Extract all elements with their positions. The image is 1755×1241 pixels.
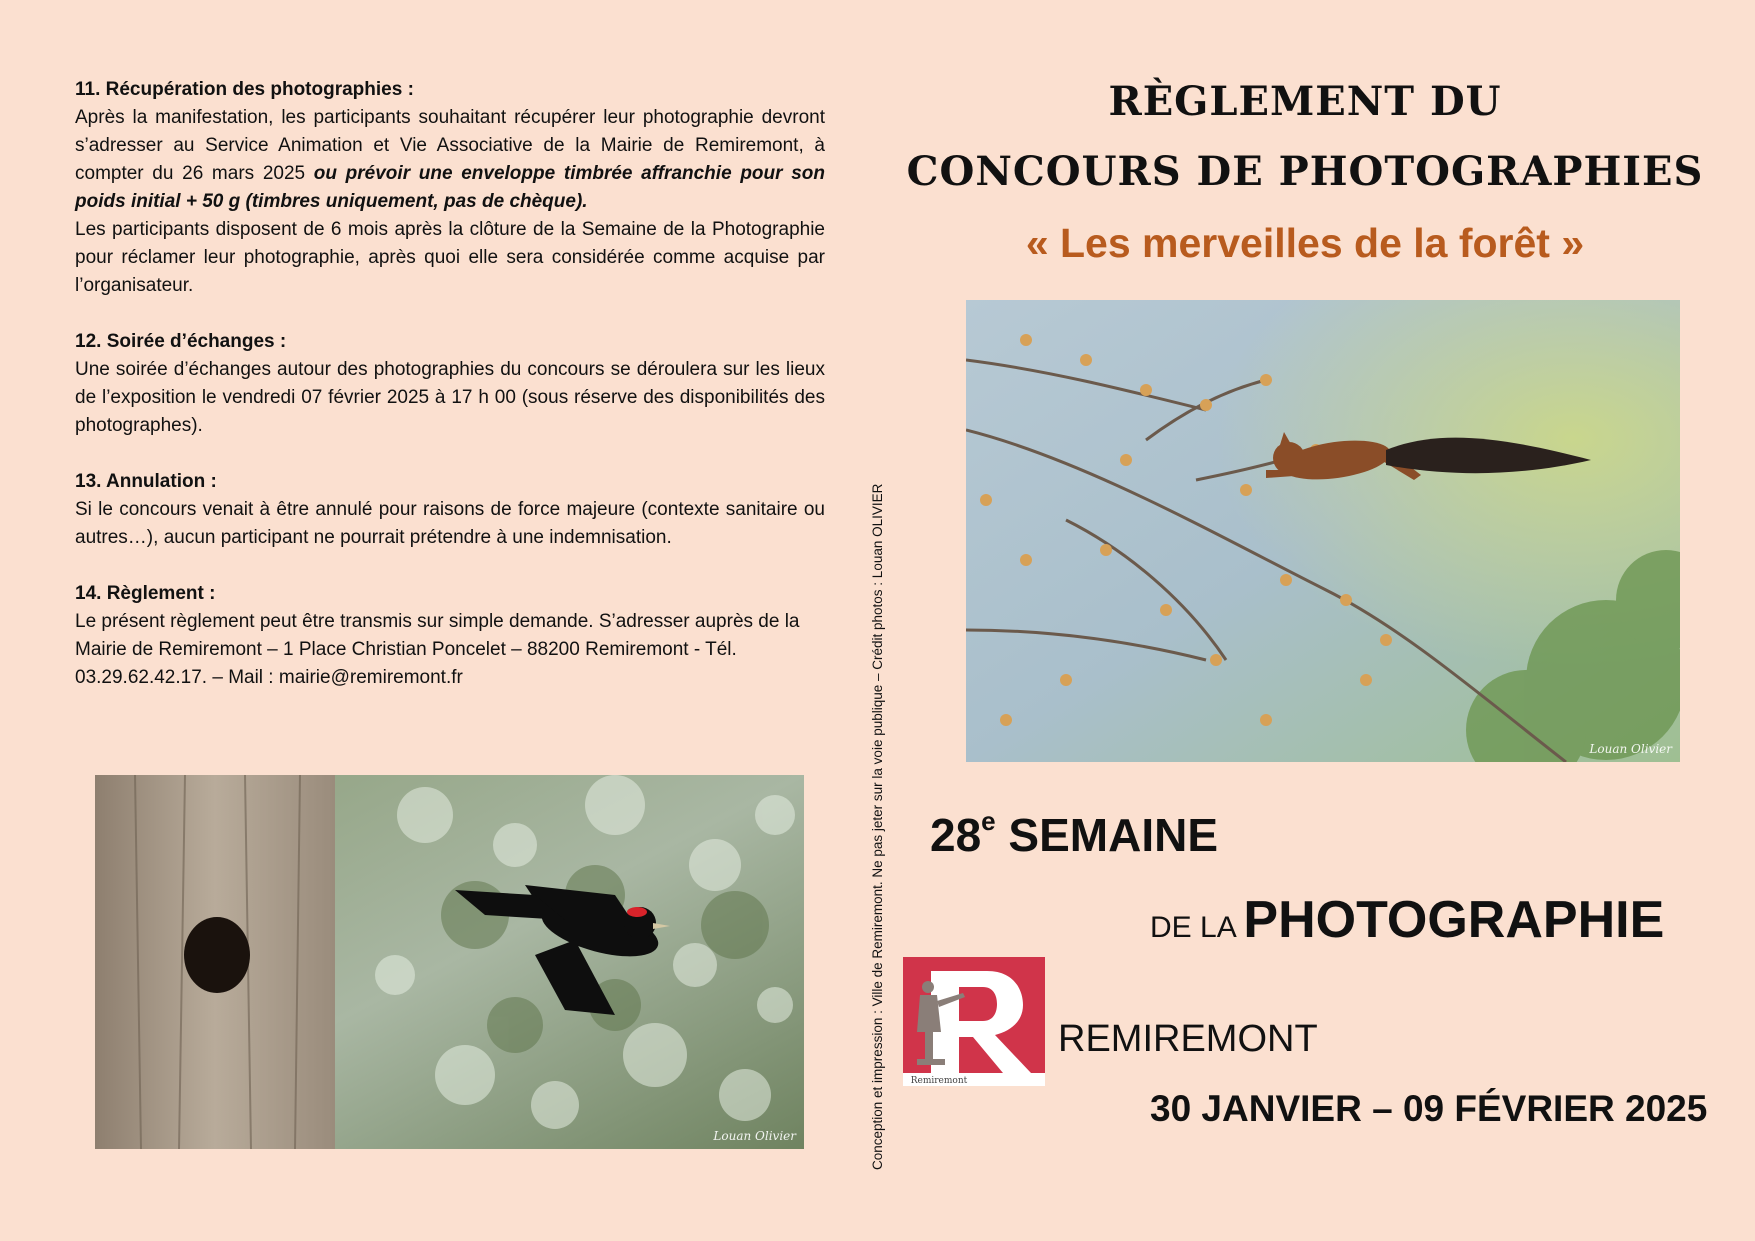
section-title: 14. Règlement : [75,583,216,604]
photo-signature: Louan Olivier [1589,742,1672,756]
section-recuperation [75,76,825,300]
event-superscript: e [981,806,996,836]
title-line-2: CONCOURS DE PHOTOGRAPHIES [906,148,1704,195]
event-semaine [930,808,1218,862]
section-paragraph: Le présent règlement peut être transmis sur simple demande. S’adresser auprès de la Mairie de Remiremont – 1 Place Christian Poncelet – 88200 Remiremont - Tél. 03.29.62.42.17. – Mail : mairie@remiremont.fr [75,611,800,688]
event-city: REMIREMONT [1058,1018,1318,1060]
section-paragraph: Les participants disposent de 6 mois après la clôture de la Semaine de la Photographie pour réclamer leur photographie, après quoi elle sera considérée comme acquise par l’organisateur. [75,219,825,296]
section-title: 11. Récupération des photographies : [75,79,414,100]
section-title: 12. Soirée d’échanges : [75,331,287,352]
squirrel-illustration [966,300,1680,762]
remiremont-logo [903,957,1045,1086]
subtitle: « Les merveilles de la forêt » [1025,220,1585,266]
paragraph-text: Après la manifestation, les participants souhaitant récupérer leur photographie devront s’adresser au Service Animation et Vie Associative de la Mairie de Remiremont, à compter du 26 mars 2025 [75,107,825,184]
section-paragraph [75,104,825,216]
woodpecker-illustration [95,775,804,1149]
section-title: 13. Annulation : [75,471,217,492]
event-de-la: DE LA [1150,911,1244,944]
event-semaine-label: SEMAINE [995,809,1219,861]
squirrel-photo [966,300,1680,762]
section-soiree [75,328,825,440]
rules-column [75,76,825,720]
remiremont-logo-icon [903,957,1045,1086]
section-reglement [75,580,825,692]
section-paragraph: Si le concours venait à être annulé pour raisons de force majeure (contexte sanitaire ou autres…), aucun participant ne pourrait prétendre à une indemnisation. [75,499,825,548]
section-annulation [75,468,825,552]
woodpecker-photo [95,775,804,1149]
title-line-1: RÈGLEMENT DU [1108,78,1502,125]
paragraph-emphasis: ou prévoir une enveloppe timbrée affranchie pour son poids initial + 50 g (timbres uniquement, pas de chèque). [75,163,825,212]
photo-signature: Louan Olivier [713,1129,796,1143]
event-number: 28 [930,809,982,861]
event-photographie [1150,890,1664,950]
event-photographie-label: PHOTOGRAPHIE [1243,891,1665,949]
event-dates: 30 JANVIER – 09 FÉVRIER 2025 [1150,1088,1708,1129]
logo-caption: Remiremont [910,1076,968,1086]
vertical-credit-text: Conception et impression : Ville de Remiremont. Ne pas jeter sur la voie publique – Crédit photos : Louan OLIVIER [870,483,885,1170]
section-paragraph: Une soirée d’échanges autour des photographies du concours se déroulera sur les lieux de l’exposition le vendredi 07 février 2025 à 17 h 00 (sous réserve des disponibilités des photographes). [75,359,825,436]
